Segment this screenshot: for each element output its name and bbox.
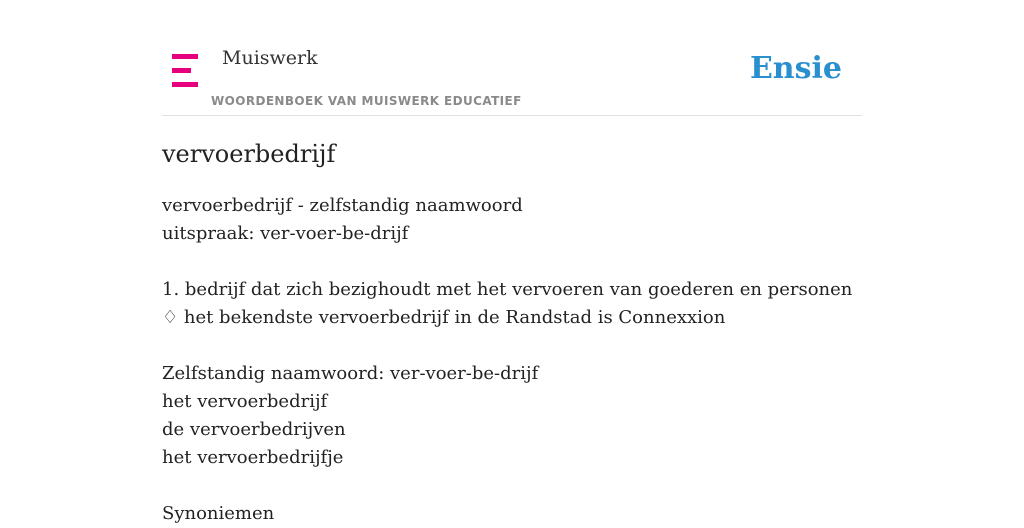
entry-example: ♢ het bekendste vervoerbedrijf in de Randstad is Connexxion — [162, 307, 726, 328]
grammar-header: Zelfstandig naamwoord: ver-voer-be-drijf — [162, 363, 539, 384]
spacer — [162, 332, 862, 360]
entry-definition: 1. bedrijf dat zich bezighoudt met het vervoeren van goederen en personen — [162, 279, 853, 300]
logo-bar-middle — [172, 68, 191, 73]
form-plural: de vervoerbedrijven — [162, 419, 346, 440]
synonyms-header: Synoniemen — [162, 503, 275, 524]
form-diminutive: het vervoerbedrijfje — [162, 447, 344, 468]
site-name[interactable]: Muiswerk — [222, 47, 318, 69]
site-tagline: WOORDENBOEK VAN MUISWERK EDUCATIEF — [211, 94, 522, 108]
entry-title: vervoerbedrijf — [162, 140, 336, 168]
site-header — [162, 0, 862, 116]
entry-content — [162, 192, 862, 528]
spacer — [162, 472, 862, 500]
entry-pronunciation: uitspraak: ver-voer-be-drijf — [162, 223, 409, 244]
form-singular: het vervoerbedrijf — [162, 391, 328, 412]
ensie-logo-link[interactable]: Ensie — [749, 51, 842, 86]
logo-bar-top — [172, 54, 198, 59]
spacer — [162, 248, 862, 276]
logo-bar-bottom — [172, 82, 198, 87]
muiswerk-logo-icon[interactable] — [172, 54, 200, 88]
entry-pos-line: vervoerbedrijf - zelfstandig naamwoord — [162, 195, 523, 216]
